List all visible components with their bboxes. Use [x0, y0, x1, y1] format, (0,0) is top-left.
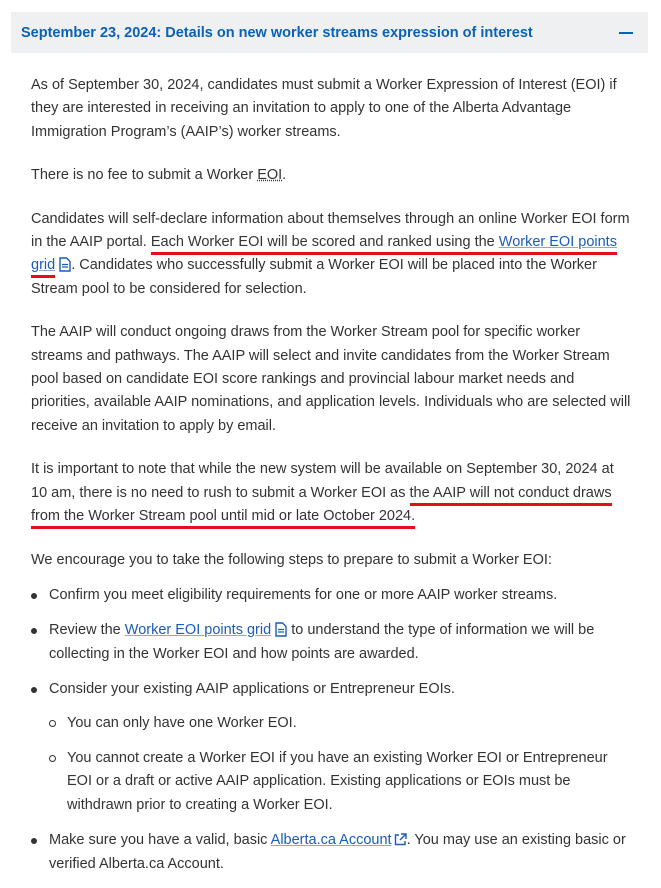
list-item [31, 829, 631, 876]
accordion-header[interactable] [11, 12, 648, 53]
self-declare-text-end: . Candidates who successfully submit a Worker EOI will be placed into the Worker Stream pool to be considered for selection. [31, 257, 597, 297]
steps-list [31, 584, 631, 876]
step-consider: Consider your existing AAIP applications or Entrepreneur EOIs. [49, 681, 455, 698]
list-item [31, 584, 631, 607]
paragraph-intro: As of September 30, 2024, candidates must submit a Worker Expression of Interest (EOI) if they are interested in receiving an invitation to apply to one of the Alberta Advantage Immigration Program’s (AAIP’s) worker streams. [31, 77, 617, 140]
step-eligibility: Confirm you meet eligibility requirements for one or more AAIP worker streams. [49, 586, 558, 603]
step-account-text: Make sure you have a valid, basic [49, 832, 271, 849]
paragraph-fee [31, 164, 631, 187]
alberta-account-link[interactable]: Alberta.ca Account [270, 832, 392, 849]
list-item [31, 678, 631, 817]
paragraph-draws: The AAIP will conduct ongoing draws from the Worker Stream pool for specific worker streams and pathways. The AAIP will select and invite candidates from the Worker Stream pool based on candidate EOI score rankings and provincial labour market needs and priorities, available AAIP nominations, and application levels. Individuals who are selected will receive an invitation to apply by email. [31, 324, 631, 434]
step-review-text-end: to understand the type of information we will be collecting in the Worker EOI and how points are awarded. [49, 622, 595, 662]
document-icon[interactable] [275, 622, 287, 637]
timing-text: It is important to note that while the new system will be available on September 30, 2024 at 10 am, there is no need to rush to submit a Worker EOI as [31, 461, 614, 501]
document-icon[interactable] [59, 257, 71, 272]
fee-text-end: . [282, 167, 287, 184]
worker-eoi-points-grid-link-2[interactable]: Worker EOI points grid [124, 622, 272, 639]
paragraph-self-declare [31, 208, 631, 302]
worker-eoi-points-grid-link[interactable]: Worker EOI points grid [31, 234, 617, 274]
list-item [31, 619, 631, 666]
sub-list [49, 712, 631, 818]
self-declare-text: Candidates will self-declare information about themselves through an online Worker EOI form in the AAIP portal. [31, 210, 630, 251]
eoi-abbreviation: EOI [257, 167, 283, 184]
accordion-title[interactable]: September 23, 2024: Details on new worker streams expression of interest [21, 24, 533, 41]
external-link-icon[interactable] [394, 833, 407, 846]
step-account-text-end: . You may use an existing basic or verified Alberta.ca Account. [49, 832, 626, 872]
highlighted-draws-text: the AAIP will not conduct draws from the Worker Stream pool until mid or late October 2024. [31, 485, 612, 529]
step-review-text: Review the [49, 622, 125, 639]
paragraph-steps-intro: We encourage you to take the following steps to prepare to submit a Worker EOI: [31, 551, 552, 568]
collapse-minus-icon[interactable] [618, 25, 634, 41]
paragraph-timing [31, 458, 631, 528]
sub-list-item: You can only have one Worker EOI. [49, 712, 631, 735]
accordion-content [31, 74, 631, 888]
highlighted-scoring-label: Each Worker EOI will be scored and ranked using the [150, 234, 499, 251]
fee-text: There is no fee to submit a Worker [31, 167, 258, 184]
sub-list-item: You cannot create a Worker EOI if you have an existing Worker EOI or Entrepreneur EOI or a draft or active AAIP application. Existing applications or EOIs must be withdrawn prior to creating a Worker EOI. [49, 747, 631, 817]
